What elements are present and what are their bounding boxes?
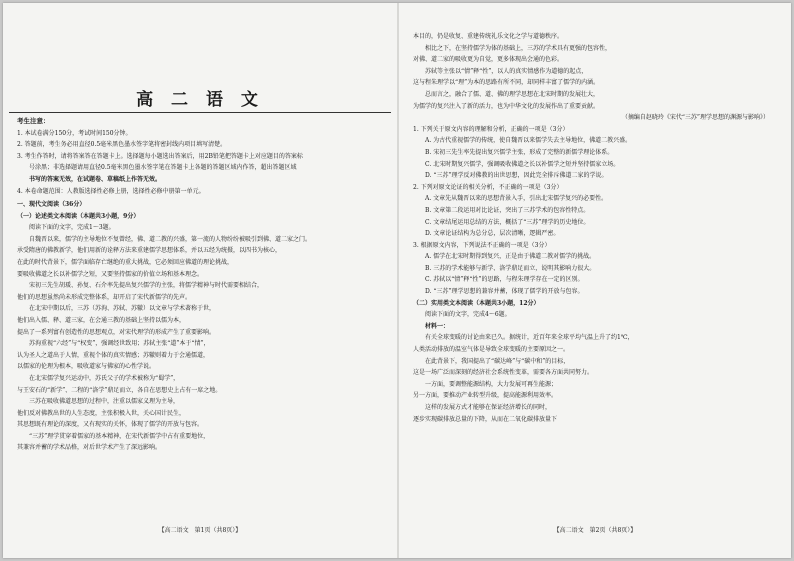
body-line: 三苏在吸收佛道思想的过程中，注重以儒家义理为主导， xyxy=(29,398,180,406)
body-line: 其兼容并蓄的学术品格，对后世学术产生了深远影响。 xyxy=(17,444,162,452)
body-line: 这样的发展方式才能够在保证经济增长的同时， xyxy=(425,404,552,411)
body-line: “三苏”理学贯穿着儒家的基本精神，在宋代新儒学中占有重要地位， xyxy=(29,432,210,440)
answer-option: C. 文章结尾运用总结的方法，概括了“三苏”理学的历史地位。 xyxy=(425,218,590,226)
section-heading: 一、现代文阅读（36分） xyxy=(17,201,86,208)
page-footer-left: 【高二语文 第1页（共8页）】 xyxy=(158,527,242,534)
body-line: 逐步实现碳排放总量的下降，从而在二氧化碳排放量下 xyxy=(413,415,558,423)
answer-option: C. 苏轼以“情”释“性”的思路，与程朱理学存在一定的区别。 xyxy=(425,276,584,284)
notice-item: 号涂黑；非选择题请用直径0.5毫米黑色墨水签字笔在答题卡上各题的答题区域内作答，超出答题区域 xyxy=(29,164,297,172)
body-line: 在此的时代背景下，儒学面临存亡继绝的重大挑战，它必须回应佛道的理论挑战， xyxy=(17,258,234,266)
body-line: 一方面，要调整能源结构，大力发展可再生能源； xyxy=(425,380,558,388)
notice-item: 2. 答题前，考生务必用直径0.5毫米黑色墨水签字笔将密封线内项目填写清楚。 xyxy=(17,141,227,149)
title-rule xyxy=(9,112,391,113)
notice-item: 1. 本试卷满分150分，考试时间150分钟。 xyxy=(17,129,132,137)
body-line: 在此背景下，我国提出了“碳达峰”与“碳中和”的目标， xyxy=(425,357,570,365)
answer-option: B. 宋初三先生率先提出复兴儒学主张，形成了完整的新儒学理论体系。 xyxy=(425,148,614,156)
body-line: 对佛、道二家的吸收更为自觉，更多体现出会通的色彩。 xyxy=(413,56,564,64)
subsection-heading: （二）实用类文本阅读（本题共3小题，12分） xyxy=(413,299,540,307)
body-line: 提出了一系列富有创造性的思想观点，对宋代理学的形成产生了重要影响。 xyxy=(17,328,216,336)
body-line: 人类活动排放的温室气体是导致全球变暖的主要原因之一。 xyxy=(413,346,570,354)
left-body xyxy=(17,199,387,454)
body-line: 另一方面，要推动产业转型升级，提高能源利用效率。 xyxy=(413,392,558,400)
answer-option: D. “三苏”理学思想的兼容并蓄，体现了儒学的开放与包容。 xyxy=(425,288,584,296)
body-line: 在北宋儒学复兴运动中，苏氏父子的学术被称为“蜀学”， xyxy=(29,374,180,382)
reading-instruction: 阅读下面的文字，完成4～6题。 xyxy=(425,311,511,319)
body-line: 要吸收佛道之长以补儒学之短，又要坚持儒家的价值立场和基本理念。 xyxy=(17,270,204,278)
body-line: 苏洵重视“六经”与“权变”，强调经世致用；苏轼主张“道”本于“情”， xyxy=(29,340,210,348)
body-line: 认为圣人之道出于人情，重视个体的真实情感；苏辙则着力于会通儒道， xyxy=(17,351,210,359)
answer-option: B. 三苏的学术能够与新学、洛学鼎足而立，说明其影响力很大。 xyxy=(425,264,596,272)
body-line: 苏轼等主张以“情”释“性”，以人的真实情感作为道德的起点， xyxy=(425,67,588,75)
notice-heading: 考生注意： xyxy=(17,117,50,125)
body-line: 宋初三先生胡瑗、孙复、石介率先提出复兴儒学的主张，将儒学精神与时代需要相结合， xyxy=(29,282,264,290)
answer-option: A. 儒学在北宋时期得到复兴，正是由于佛道二教对儒学的挑战。 xyxy=(425,253,596,261)
body-line: 他们的思想虽然尚未形成完整体系，却开启了宋代新儒学的先声。 xyxy=(17,293,192,301)
body-line: 为儒学的复兴注入了新的活力，也为中华文化的发展作出了重要贡献。 xyxy=(413,102,600,110)
body-line: 以儒家的伦理为根本，吸收道家与佛家的心性学说。 xyxy=(17,363,156,371)
body-line: 相比之下，在坚持儒学为体的基础上，三苏的学术具有更强的包容性， xyxy=(425,44,612,52)
right-body xyxy=(413,31,777,425)
body-line: 与王安石的“新学”、二程的“洛学”鼎足而立，各自在思想史上占有一席之地。 xyxy=(17,386,222,394)
body-line: 这与程朱理学以“理”为本的思路有所不同，却同样丰富了儒学的内涵。 xyxy=(413,79,600,87)
body-line: 自魏晋以来，儒学的主导地位不复曾经，佛、道二教的兴盛，第一流的人物纷纷被吸引到佛、道二家之门。 xyxy=(29,235,312,243)
body-line: 他们反对佛教出世的人生态度，主张积极入世，关心国计民生， xyxy=(17,409,186,417)
notice-item: 书写的答案无效，在试题卷、草稿纸上作答无效。 xyxy=(29,175,162,183)
body-line: 总而言之，融合了儒、道、佛的理学思想在北宋时期的发展壮大， xyxy=(425,90,600,98)
answer-option: C. 北宋时期复兴儒学，强调吸收佛道之长以补儒学之短并坚持儒家立场。 xyxy=(425,160,620,168)
reading-instruction: 阅读下面的文字，完成1～3题。 xyxy=(29,224,115,232)
notice-item: 4. 本卷命题范围：人教版选择性必修上册，选择性必修中册第一单元。 xyxy=(17,187,205,195)
page-footer-right: 【高二语文 第2页（共8页）】 xyxy=(553,527,637,534)
body-line: 有关全球变暖的讨论由来已久。据统计，近百年来全球平均气温上升了约1℃， xyxy=(425,334,634,342)
notice-item: 3. 考生作答时，请将答案答在答题卡上。选择题每小题选出答案后，用2B铅笔把答题卡上对应题目的答案标 xyxy=(17,152,303,160)
page-left xyxy=(3,3,397,558)
answer-option: B. 文章第二段运用对比论证，突出了三苏学术的包容性特点。 xyxy=(425,206,590,214)
body-line: 其思想既有理论的深度，又有现实的关怀，体现了儒学的开放与包容。 xyxy=(17,421,204,429)
source-citation: （摘编自赵晓玲《宋代“三苏”理学思想的渊源与影响》） xyxy=(621,114,769,122)
answer-option: A. 为古代重视儒学的传统，使自魏晋以来儒学失去主导地位，佛道二教兴盛。 xyxy=(425,137,632,145)
body-line: 承受隋唐的佛教新学，他们用新的诠释方法来重建儒学思想体系，并以五经为统摄，以四书为核心， xyxy=(17,247,282,255)
body-line: 在北宋中期以后，三苏（苏洵、苏轼、苏辙）以文章与学术著称于世， xyxy=(29,305,216,313)
answer-option: D. “三苏”理学反对佛教的出世思想，因此完全排斥佛道二家的学说。 xyxy=(425,172,608,180)
body-line: 这是一场广泛而深刻的经济社会系统性变革，需要各方面共同努力。 xyxy=(413,369,594,377)
page-right xyxy=(399,3,791,558)
subsection-heading: （一）论述类文本阅读（本题共3小题，9分） xyxy=(17,212,140,220)
exam-sheet xyxy=(3,3,791,558)
body-line: 本目的，仍是收复、重建传统礼乐文化之学与道德秩序。 xyxy=(413,33,564,40)
exam-title: 高 二 语 文 xyxy=(136,90,264,110)
notice-block xyxy=(17,116,387,197)
material-label: 材料一： xyxy=(425,322,450,330)
body-line: 他们出入儒、释、道三家，在会通三教的基础上坚持以儒为本， xyxy=(17,316,186,324)
question-stem: 2. 下列对原文论证的相关分析，不正确的一项是（3分） xyxy=(413,183,563,191)
answer-option: A. 文章先从魏晋以来的思想背景入手，引出北宋儒学复兴的必要性。 xyxy=(425,195,608,203)
question-stem: 1. 下列关于原文内容的理解和分析，正确的一项是（3分） xyxy=(413,125,569,133)
question-stem: 3. 根据原文内容，下列说法不正确的一项是（3分） xyxy=(413,241,551,249)
answer-option: D. 文章论证结构为总分总，层次清晰，逻辑严密。 xyxy=(425,230,560,238)
